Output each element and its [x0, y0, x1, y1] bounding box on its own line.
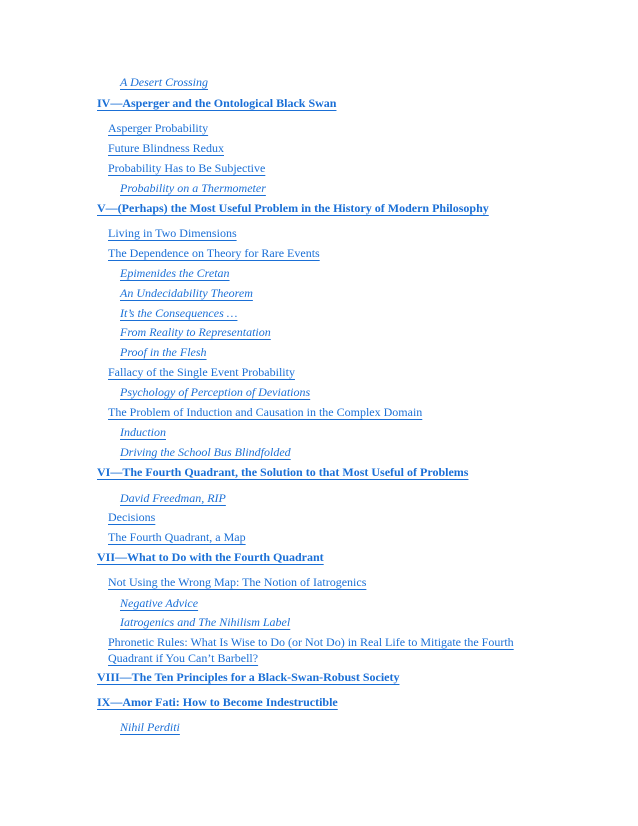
toc-entry[interactable]: IX—Amor Fati: How to Become Indestructible: [97, 695, 338, 709]
toc-entry[interactable]: Proof in the Flesh: [120, 345, 207, 359]
toc-entry[interactable]: The Fourth Quadrant, a Map: [108, 530, 246, 544]
toc-entry[interactable]: V—(Perhaps) the Most Useful Problem in the History of Modern Philosophy: [97, 201, 489, 215]
toc-entry[interactable]: Phronetic Rules: What Is Wise to Do (or Not Do) in Real Life to Mitigate the Fourth Quadrant if You Can’t Barbell?: [108, 635, 514, 665]
toc-entry[interactable]: Decisions: [108, 510, 156, 524]
toc-entry[interactable]: A Desert Crossing: [120, 75, 209, 89]
toc-entry[interactable]: The Dependence on Theory for Rare Events: [108, 246, 320, 260]
toc-entry[interactable]: VII—What to Do with the Fourth Quadrant: [97, 550, 324, 564]
toc-entry[interactable]: Epimenides the Cretan: [120, 266, 230, 280]
toc-entry[interactable]: Psychology of Perception of Deviations: [120, 385, 311, 399]
toc-entry[interactable]: Induction: [120, 425, 166, 439]
toc-entry[interactable]: Driving the School Bus Blindfolded: [120, 445, 291, 459]
toc-entry[interactable]: An Undecidability Theorem: [120, 286, 253, 300]
toc-entry[interactable]: IV—Asperger and the Ontological Black Swan: [97, 96, 337, 110]
toc-entry[interactable]: Asperger Probability: [108, 121, 209, 135]
toc-entry[interactable]: Living in Two Dimensions: [108, 226, 237, 240]
toc-entry[interactable]: Probability Has to Be Subjective: [108, 161, 266, 175]
toc-entry[interactable]: Not Using the Wrong Map: The Notion of Iatrogenics: [108, 575, 367, 589]
toc-entry[interactable]: Future Blindness Redux: [108, 141, 224, 155]
toc-entry[interactable]: Nihil Perditi: [120, 720, 180, 734]
toc-entry[interactable]: Negative Advice: [120, 596, 199, 610]
toc-entry[interactable]: David Freedman, RIP: [120, 491, 226, 505]
toc-entry[interactable]: The Problem of Induction and Causation in the Complex Domain: [108, 405, 423, 419]
toc-entry[interactable]: Probability on a Thermometer: [120, 181, 266, 195]
toc-entry[interactable]: It’s the Consequences …: [120, 306, 238, 320]
toc-entry[interactable]: VI—The Fourth Quadrant, the Solution to that Most Useful of Problems: [97, 465, 469, 479]
toc-entry[interactable]: From Reality to Representation: [120, 325, 271, 339]
toc-entry[interactable]: Iatrogenics and The Nihilism Label: [120, 615, 291, 629]
toc-entry[interactable]: VIII—The Ten Principles for a Black-Swan-Robust Society: [97, 670, 400, 684]
toc-entry[interactable]: Fallacy of the Single Event Probability: [108, 365, 295, 379]
